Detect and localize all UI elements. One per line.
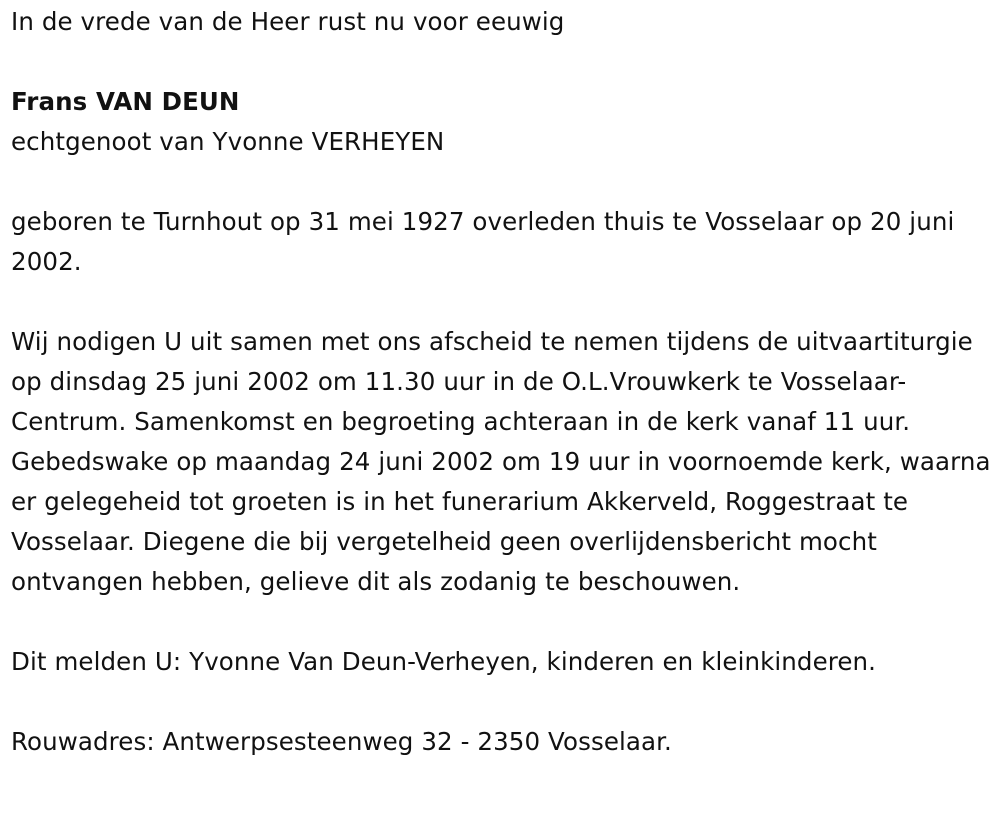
intro-line: In de vrede van de Heer rust nu voor eeuwig <box>11 7 565 36</box>
mourning-address: Rouwadres: Antwerpsesteenweg 32 - 2350 Vosselaar. <box>11 727 672 756</box>
spouse-line: echtgenoot van Yvonne VERHEYEN <box>11 127 445 156</box>
invitation-paragraph: Wij nodigen U uit samen met ons afscheid te nemen tijdens de uitvaartiturgie op dinsdag 25 juni 2002 om 11.30 uur in de O.L.Vrouwkerk te Vosselaar-Centrum. Samenkomst en begroeting achteraan in de kerk vanaf 11 uur. Gebedswake op maandag 24 juni 2002 om 19 uur in voornoemde kerk, waarna er gelegeheid tot groeten is in het funerarium Akkerveld, Roggestraat te Vosselaar. Diegene die bij vergetelheid geen overlijdensbericht mocht ontvangen hebben, gelieve dit als zodanig te beschouwen. <box>11 327 991 596</box>
death-notice <box>11 2 991 762</box>
spacer <box>11 682 991 722</box>
spacer <box>11 282 991 322</box>
spacer <box>11 42 991 82</box>
deceased-name: Frans VAN DEUN <box>11 87 240 116</box>
spacer <box>11 602 991 642</box>
announcers-line: Dit melden U: Yvonne Van Deun-Verheyen, kinderen en kleinkinderen. <box>11 647 877 676</box>
spacer <box>11 162 991 202</box>
birth-death-paragraph: geboren te Turnhout op 31 mei 1927 overleden thuis te Vosselaar op 20 juni 2002. <box>11 207 955 276</box>
